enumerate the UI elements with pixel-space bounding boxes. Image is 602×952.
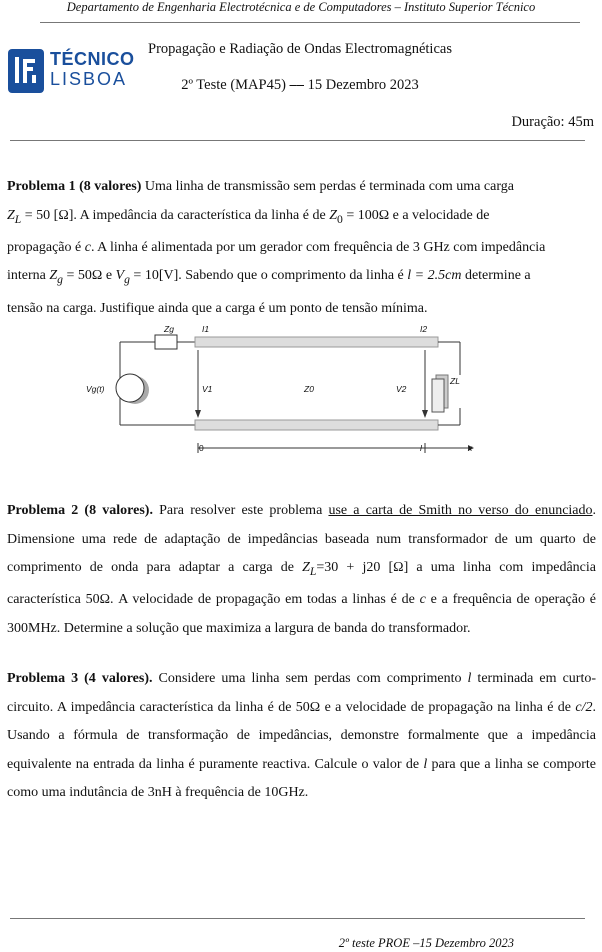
zg-label: Zg bbox=[164, 324, 174, 334]
problem1-text: Problema 1 (8 valores) Uma linha de transmissão sem perdas é terminada com uma carga $Z_L = 50$ [Ω]. A impedância da característica da linha é de $Z_0 = 100\Omega$ e a velocidade de propagação é c. A linha é alimentada por um gerador com frequência de 3 GHz com impedância interna $Z_g = 50\Omega$ e $V_g = 10[V]$. Sabendo que o comprimento da linha é l = 2.5cm determine a tensão na carga. Justifique ainda que a carga é um ponto de tensão mínima. bbox=[7, 179, 546, 316]
zl-label: ZL bbox=[450, 376, 460, 386]
load-impedance bbox=[432, 379, 444, 412]
header-rule bbox=[40, 22, 580, 23]
transmission-line-circuit bbox=[80, 324, 490, 465]
length-label: l bbox=[420, 443, 422, 453]
ist-emblem-icon bbox=[8, 49, 44, 93]
line-bottom-conductor bbox=[195, 420, 438, 430]
origin-label: 0 bbox=[199, 443, 204, 453]
i1-label: I1 bbox=[202, 324, 210, 334]
axis-label: x bbox=[468, 443, 473, 453]
department-header: Departamento de Engenharia Electrotécnica e de Computadores – Instituto Superior Técnico bbox=[66, 0, 536, 14]
problem3-title: Problema 3 (4 valores). bbox=[7, 671, 153, 686]
vg-label: Vg(t) bbox=[86, 384, 105, 394]
zg-resistor bbox=[155, 335, 177, 349]
tecnico-lisboa-logo bbox=[8, 47, 140, 95]
v2-label: V2 bbox=[396, 384, 407, 394]
logo-line2: LISBOA bbox=[50, 69, 128, 89]
footer-rule bbox=[10, 918, 585, 919]
problem3-text: Problema 3 (4 valores). Considere uma linha sem perdas com comprimento l terminada em curto-circuito. A impedância característica da linha é de 50Ω e a velocidade de propagação na linha é de c/2. Usando a fórmula de transformação de impedâncias, demonstre formalmente que a impedância equivalente na entrada da linha é puramente reactiva. Calcule o valor de l para que a linha se comporte como uma indutância de 3nH à frequência de 10GHz. bbox=[7, 671, 596, 800]
v1-label: V1 bbox=[202, 384, 213, 394]
footer: 2º teste PROE –15 Dezembro 2023 bbox=[338, 936, 514, 950]
line-top-conductor bbox=[195, 337, 438, 347]
z0-label: Z0 bbox=[304, 384, 314, 394]
problem2-text: Problema 2 (8 valores). Para resolver este problema use a carta de Smith no verso do enunciado. Dimensione uma rede de adaptação de impedâncias baseada num transformador de um quarto de comprimento de onda para adaptar a carga de $Z_L=30 + j20$ [Ω] a uma linha com impedância característica 50Ω. A velocidade de propagação em todas a linhas é de c e a frequência de operação é 300MHz. Determine a solução que maximiza a largura de banda do transformador. bbox=[7, 503, 597, 636]
problem2-title: Problema 2 (8 valores). bbox=[7, 503, 153, 518]
top-rule bbox=[10, 140, 585, 141]
test-title: 2º Teste (MAP45) ⎯⎯ 15 Dezembro 2023 bbox=[181, 77, 419, 93]
smith-chart-note: use a carta de Smith no verso do enunciado bbox=[328, 503, 593, 518]
i2-label: I2 bbox=[420, 324, 428, 334]
course-title: Propagação e Radiação de Ondas Electromagnéticas bbox=[148, 41, 452, 57]
voltage-source-icon bbox=[116, 374, 144, 402]
problem1-title: Problema 1 (8 valores) bbox=[7, 179, 142, 194]
logo-line1: TÉCNICO bbox=[50, 49, 135, 69]
duration: Duração: 45m bbox=[511, 114, 594, 130]
